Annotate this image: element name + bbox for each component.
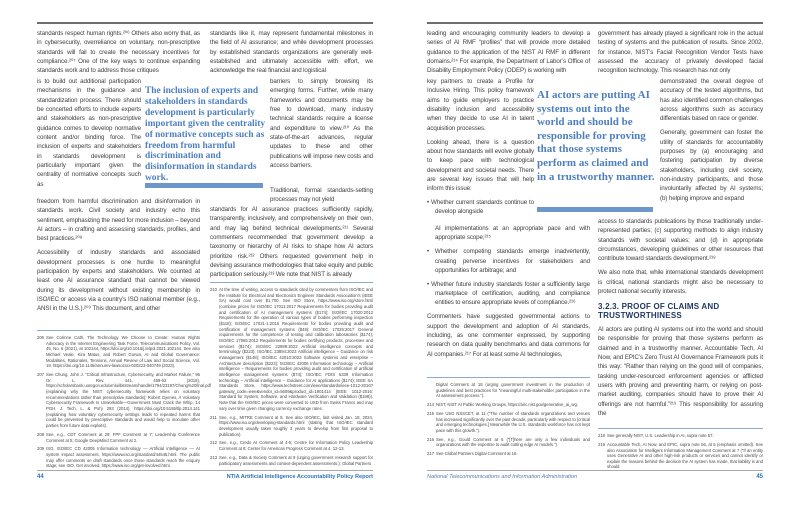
paragraph: access to standards publications by those traditionally under-represented parties; (c) supporting methods to align industry standards with societal values; and (d) in appropriate circumstances, developing guidelines or other resources that contribute toward standards development.²¹⁸ bbox=[598, 218, 763, 263]
body-text-col1-top: standards respect human rights.²⁰⁶ Others also worry that, as in cybersecurity, overreliance on voluntary, non-prescriptive standards will fail to create the necessary incentives for compliance.²⁰⁷ One of the key ways to continue expanding standards work and to address those critiques bbox=[37, 30, 200, 75]
footnote-number: 217 bbox=[427, 451, 435, 457]
pull-quote: AI actors are putting AI systems out into the world and should be responsible for proving that those systems perform as claimed and in a trustworthy manner. bbox=[537, 89, 655, 183]
page-45 bbox=[400, 0, 800, 518]
body-text-col2-beside-quote bbox=[660, 77, 763, 203]
body-text-col2-beside-quote: barriers to simply browsing its emerging forms. Further, while many frameworks and documents may be free to download, many industry technical standards require a license and expenditure to view.²¹⁰ As the state-of-the-art advances, regular updates to these and other publications will impose new costs and access barriers. bbox=[270, 78, 373, 170]
footnote-text: See Chung, John J. “Critical Infrastructure, Cybersecurity, and Market Failure,” 96 Or. L. Rev. 441, 459-62 (2018), https://scholarsbank.uoregon.edu/xmlui/bitstream/handle/1794/23197/Chung%20final.pdf (explaining why the NIST cybersecurity framework relies on voluntary recommendations rather than prescriptive standards); Robert Gyenes, A Voluntary Cybersecurity Framework Is Unworkable—Government Must Crack the Whip, 14 PGH. J. Tech. L. & Pol’y 293 (2014), https://doi.org/10.5195/tlp.2014.141 (explaining how voluntary cybersecurity settings leads to repeated harms that could be prevented by prescriptive standards and would help to inoculate other parties from future data exploits). bbox=[46, 372, 211, 429]
body-text-col1-bottom bbox=[427, 224, 590, 359]
body-text-col2-paragraph-start: Traditional, formal standards-setting processes may not yield bbox=[270, 186, 373, 203]
footnote-text: NIST, NIST AI Public Working Groups, https://airc.nist.gov/generative_ai_wg. bbox=[436, 402, 578, 408]
footnote-number: 210 bbox=[210, 287, 218, 292]
footer-rule bbox=[37, 470, 373, 471]
footnote-216 bbox=[427, 437, 590, 448]
footnote-text: See, e.g., Credo AI Comment at 4-5; Centre for Information Policy Leadership Comment at 8; Center for American Progress Comment at 4, 12-13. bbox=[219, 440, 373, 452]
footnote-215 bbox=[427, 411, 590, 434]
page-number: 45 bbox=[756, 474, 763, 480]
footnote-text: Digital Comment at 18 (urging government investment in the production of guidelines and best practices for “meaningful multi-stakeholder participation in the AI assessment process.”). bbox=[436, 382, 590, 399]
footnote-207 bbox=[37, 372, 211, 429]
footnote-212 bbox=[210, 440, 373, 451]
bullet-item-continuation: AI implementations at an appropriate pace and with appropriate scope;²¹⁵ bbox=[435, 225, 590, 242]
body-text-col1-beside-quote: is to build out additional participation mechanisms in the guidance and standardization process. There should be concerted efforts to include experts and stakeholders as non-prescriptive guidance comes to develop normative content and/or binding force. The inclusion of experts and stakeholders in standards development is particularly important given the centrality of normative concepts such as bbox=[37, 78, 141, 188]
footnote-number: 209 bbox=[37, 446, 45, 452]
footnote-text: See, e.g., Gould Comment at 5 (“[T]here are only a few individuals and organizations with the expertise to audit cutting edge AI models.”). bbox=[436, 436, 590, 448]
body-text-col1-top: leading and encouraging community leaders to develop a series of AI RMF “profiles” that will provide more detailed guidance to the application of the NIST AI RMF in different domains.²¹⁴ For example, the Department of Labor’s Office of Disability Employment Policy (ODEP) is working with bbox=[427, 30, 590, 75]
paragraph: freedom from harmful discrimination and disinformation in standards work. Civil society and industry echo this sentiment, emphasizing the need for more inclusion – beyond AI actors – in crafting and assessing standards, profiles, and best practices.²⁰⁸ bbox=[37, 198, 200, 243]
footnote-number: 215 bbox=[427, 411, 435, 416]
pull-quote-underline bbox=[537, 207, 653, 212]
footnote-text: See, e.g., Data & Society Comment at 9 (urging government research support for participatory assessments and context-dependent assessments.); Global Partners bbox=[219, 454, 373, 466]
paragraph: Looking ahead, there is a question about how standards will evolve globally to keep pace with technological development and societal needs. There are several key issues that will help inform this issue: bbox=[427, 138, 534, 193]
footnote-number: 212 bbox=[210, 440, 218, 446]
footer-report-title: NTIA Artificial Intelligence Accountability Policy Report bbox=[226, 474, 373, 480]
footnote-separator bbox=[427, 377, 590, 378]
footnote-separator bbox=[598, 428, 763, 429]
footnote-continuation bbox=[427, 382, 590, 399]
pull-quote: The inclusion of experts and stakeholders in standards development is particularly important given the centrality of normative concepts such as freedom from harmful discrimination and disinformation in standards work. bbox=[145, 86, 266, 184]
footer-rule bbox=[427, 470, 763, 471]
footer-agency-name: National Telecommunications and Information Administration bbox=[427, 474, 578, 480]
footnote-219 bbox=[598, 442, 763, 470]
page-top-rule bbox=[427, 22, 763, 24]
bullet-item: • Whether competing standards emerge inadvertently, creating perverse incentives for stakeholders and opportunities for arbitrage; and bbox=[427, 248, 590, 274]
paragraph: Generally, government can foster the utility of standards for accountability purposes by (a) encouraging and fostering participation by diverse stakeholders, including civil society, non-industry participants, and those involuntarily affected by AI systems; (b) helping improve and expand bbox=[660, 129, 763, 202]
body-text-col2-top: standards like it, may represent fundamental milestones in the field of AI assurance; and while development processes by established standards organizations are generally well-established and ultimately accessible with effort, we acknowledge the real financial and logistical bbox=[210, 30, 373, 75]
footnote-text: Accountable Tech, AI Now, and EPIC, supra note 56, at 5 (emphasis omitted). See also Association for Intelligent Information Management Comment at 7 (“If an entity uses Generative AI and other high-risk products or services and cannot identify or explain the reasons behind the decision the AI system has made, that liability is and should bbox=[607, 441, 763, 470]
footnote-number: 214 bbox=[427, 402, 435, 408]
footnote-209 bbox=[37, 446, 200, 469]
footnotes-column-2 bbox=[598, 433, 763, 473]
footnote-number: 216 bbox=[427, 436, 435, 442]
footnote-214 bbox=[427, 402, 590, 408]
footnote-text: See generally NIST, U.S. Leadership in AI, supra note 57. bbox=[607, 433, 714, 438]
footnote-number: 211 bbox=[210, 414, 217, 420]
footnotes-column-1 bbox=[427, 382, 590, 460]
page-top-rule bbox=[37, 22, 373, 24]
bullet-item: • Whether future industry standards foster a sufficiently large marketplace of certification, auditing, and compliance entities to ensure appropriate levels of compliance.²¹⁶ bbox=[427, 280, 590, 307]
paragraph: AI actors are putting AI systems out into the world and should be responsible for proving that those systems perform as claimed and in a trustworthy manner. Accountable Tech, AI Now, and EPIC’s Zero Trust AI Governance Framework puts it this way: “Rather than relying on the good will of companies, tasking under-resourced enforcement agencies or afflicted users with proving and preventing harm, or relying on post-market auditing, companies should have to prove their AI offerings are not harmful.”²¹⁹ This responsibility for assuring the bbox=[598, 325, 763, 418]
paragraph: Accessibility of industry standards and associated development processes is one hurdle to meaningful participation by experts and stakeholders. We counted at least one AI assurance standard that cannot be viewed during its development without existing membership in ISO/IEC or access via a country’s ISO national member (e.g., ANSI in the U.S.).²⁰⁹ This document, and other bbox=[37, 249, 200, 313]
footnotes-column-2 bbox=[210, 287, 373, 469]
footnote-text: At the time of writing, access to standards cited by commenters from ISO/IEC and the Institute for Electrical and Electronics Engineer Standards Association’s (IEEE SA) would cost over $1,700. See ISO Store, https://www.iso.org/store.html (combine prices for ISO/IEC 17011:2017 Requirements for bodies providing audit and certification of AI management systems ($174); ISO/IEC 17020:2012 Requirements for the operation of various types of bodies performing inspection ($118); ISO/IEC 17021-1:2015 Requirements for bodies providing audit and certification of management systems ($48); ISO/IEC 17025:2017 General requirements for the competence of testing and calibration laboratories ($174); ISO/IEC 17065:2012 Requirements for bodies certifying products, processes and services ($174); ISO/IEC 22989:2022 Artificial intelligence concepts and terminology ($223); ISO/IEC 23894:2023 Artificial intelligence – Guidance on risk management ($148); ISO/IEC 42010:2023 Software systems and enterprise – Architecture description ($223); ISO/IEC 42006 Information technology – Artificial intelligence – Requirements for bodies providing audit and certification of artificial intelligence management systems ($74); ISO/IEC FDIS 5339 Information technology – Artificial intelligence – Guidance for AI applications ($174); IEEE SA Standards Store, https://www.techstreet.com/ieee/standards/ieee-1012-2016?gateway_code=ieee&vendor_id=5609&product_id=1901414 (IEEE 1012-2016: Standard for System, Software, and Hardware Verification and Validation ($198)). Note that the ISO/IEC prices were converted to USD from Swiss Francs and may vary over time given changing currency exchange rates. bbox=[219, 287, 373, 411]
footnote-number: 218 bbox=[598, 433, 606, 438]
pull-quote-underline bbox=[145, 183, 263, 188]
footnote-number: 208 bbox=[37, 431, 45, 437]
section-heading: 3.2.3. PROOF OF CLAIMS AND TRUSTWORTHINESS bbox=[598, 301, 720, 321]
footnote-208 bbox=[37, 432, 200, 443]
paragraph: We also note that, while international standards development is critical, national standards might also be necessary to protect national security interests. bbox=[598, 269, 763, 295]
paragraph: demonstrated the overall degree of accuracy of the tested algorithms, but has also identified common challenges across algorithms such as accuracy differentials based on race or gender. bbox=[660, 78, 763, 123]
body-text-col2-bottom: standards for AI assurance practices sufficiently rapidly, transparently, inclusively, and comprehensively on their own, and may lag behind technical developments.²¹¹ Several commenters recommended that government develop a taxonomy or hierarchy of AI risks to shape how AI actors prioritize risk.²¹² Others requested government help in devising assurance methodologies that take equity and public participation seriously.²¹³ We note that NIST is already bbox=[210, 206, 373, 279]
footnote-text: See Global Partners Digital Comment at 16. bbox=[436, 451, 518, 457]
footnote-206 bbox=[37, 335, 200, 369]
body-text-col2-top: government has already played a significant role in the actual testing of systems and the publication of results. Since 2002, for instance, NIST’s Facial Recognition Vendor Tests have assessed the accuracy of privately developed facial recognition technology. This research has not only bbox=[598, 30, 763, 75]
body-text-col1-beside-quote bbox=[427, 77, 534, 217]
body-text-col2-bottom bbox=[598, 217, 763, 418]
footnote-number: 207 bbox=[37, 372, 45, 378]
footnote-213 bbox=[210, 455, 373, 466]
footnote-number: 219 bbox=[598, 441, 606, 447]
page-number: 44 bbox=[37, 474, 44, 480]
footnote-217 bbox=[427, 451, 590, 457]
footnote-separator bbox=[210, 282, 373, 283]
footnote-211 bbox=[210, 415, 373, 438]
paragraph: Commenters have suggested governmental actions to support the development and adoption of AI standards, including, as one commenter expressed, by supporting research on data quality benchmarks and data commons for AI companies.²¹⁷ For at least some AI technologies, bbox=[427, 313, 590, 358]
footnote-text: See, e.g., CDT Comment at 29; FPF Comment at 7; Leadership Conference Comment at 5; Google DeepMind Comment at 2. bbox=[46, 431, 200, 443]
paragraph: key partners to create a Profile for Inclusive Hiring. This policy framework aims to guide employers to practice disability inclusion and accessibility when they decide to use AI in talent acquisition processes. bbox=[427, 78, 534, 132]
footnote-text: See, e.g., MITRE Comment at 8. See also ISO/IEC, last visited Jan. 18, 2024, https://www.iso.org/developing-standards.html (stating that ISO/IEC standard development usually takes roughly 3 years to develop from first proposal to publication). bbox=[219, 414, 373, 437]
footnote-separator bbox=[37, 330, 200, 331]
footnote-218 bbox=[598, 433, 763, 439]
footnote-text: ISO, ISO/IEC CD 42005 Information technology — Artificial intelligence — AI system impact assessment, https://www.iso.org/standard/44545.html. The public may offer comments on draft standards once those standards reach the enquiry stage; see ISO, Get involved, https://www.iso.org/get-involved.html. bbox=[46, 446, 200, 469]
footnote-text: See Corinne Cath, The Technology We Choose to Create: Human Rights Advocacy in the Internet Engineering Task Force, Telecommunications Policy, Vol. 45, No. 6 (2021), at 102144, https://doi.org/10.1016/j.telpol.2021.102144. See also Michael Veale, Kira Matus, and Robert Gorwa, AI and Global Governance: Modalities, Rationales, Tensions, Annual Review of Law and Social Science, Vol. 19, https://doi.org/10.1146/annurev-lawsocsci-020223-040749 (2023). bbox=[46, 335, 200, 369]
body-text-col1-bottom bbox=[37, 197, 200, 314]
footnote-number: 206 bbox=[37, 335, 45, 340]
footnote-number: 213 bbox=[210, 454, 218, 460]
footnote-210 bbox=[210, 287, 373, 411]
bullet-item: • Whether current standards continue to develop alongside bbox=[427, 199, 534, 216]
footnote-text: See USG NSSCET, at 11 (“The number of standards organizations and venues has increased significantly over the past decade, particularly with respect to [critical and emerging technologies.] Meanwhile the U.S. standards workforce has not kept pace with this growth.”). bbox=[436, 411, 590, 433]
footnotes-column-1 bbox=[37, 335, 211, 472]
